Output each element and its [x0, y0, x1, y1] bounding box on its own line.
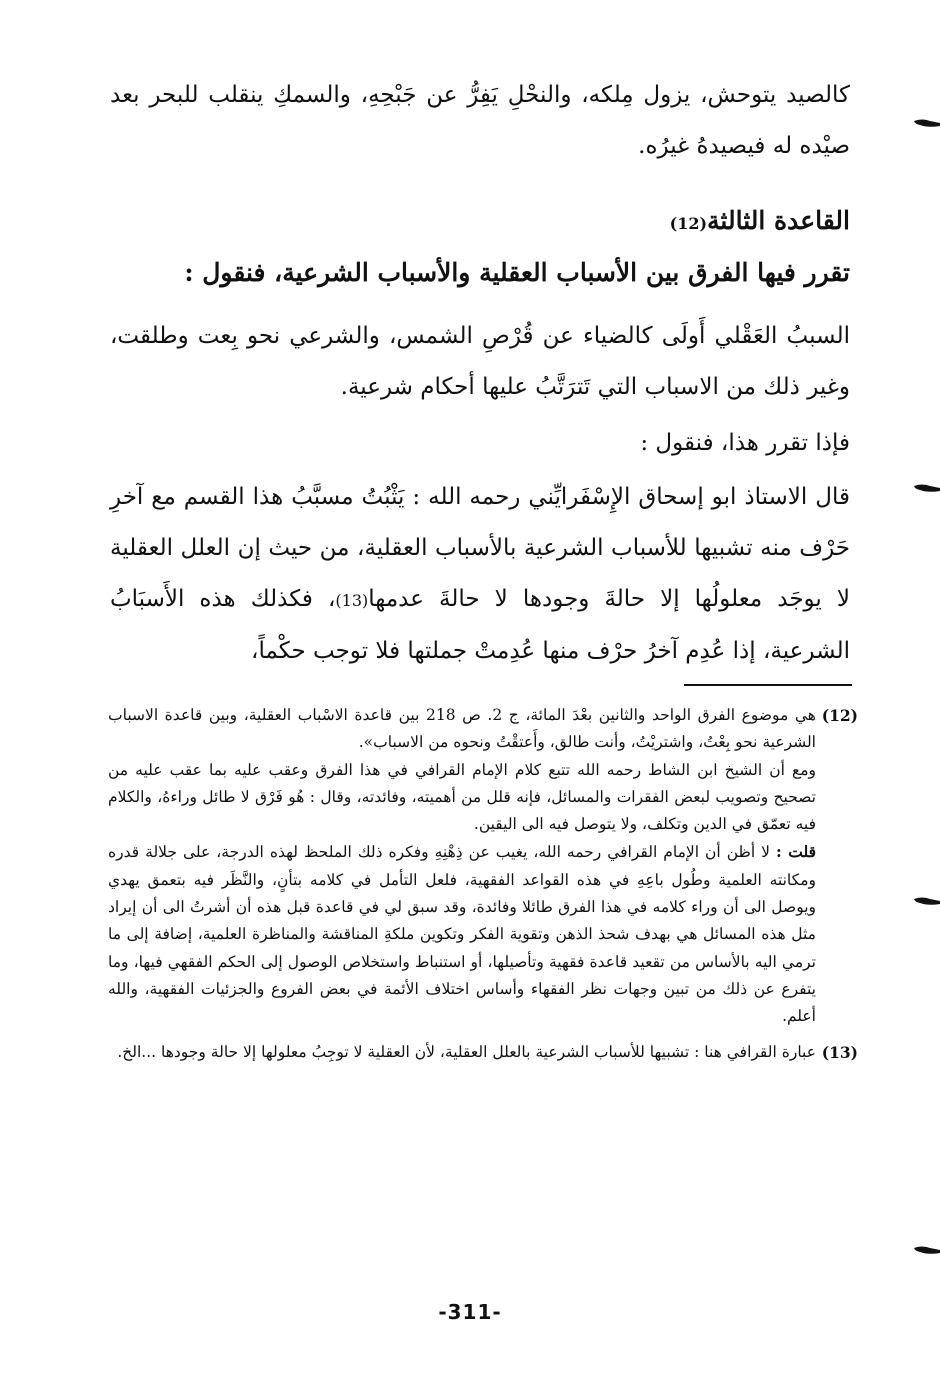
footnote-12-p1: هي موضوع الفرق الواحد والثانين بعْدَ المائة، ج 2. ص 218 بين قاعدة الاسْباب العقلية، وبين قاعدة الاسباب الشرعية نحو بِعْتُ، واشتريْتُ، وأنت طالق، وأَعتقْتُ ونحوه من الاسباب».	[108, 706, 816, 752]
paragraph-3-footnote-ref: (13)	[335, 591, 369, 610]
paragraph-1-text: السببُ العَقْلي أَولَى كالضياء عن قُرْصِ الشمس، والشرعي نحو بِعت وطلقت، وغير ذلك من الاسباب التي تَترَتَّبُ عليها أحكام شرعية.	[110, 323, 851, 400]
rule-heading	[110, 206, 850, 235]
page-number: -311-	[438, 1300, 502, 1324]
footnote-13-text: عبارة القرافي هنا : تشبيها للأسباب الشرعية بالعلل العقلية، لأن العقلية لا توجِبُ معلولها إلا حالة وجودها ...الخ.	[117, 1042, 816, 1061]
footnote-12-number: (12)	[821, 706, 858, 725]
paragraph-3	[110, 472, 850, 677]
footnote-separator	[684, 684, 852, 686]
footnote-12-p3: لا أظن أن الإمام القرافي رحمه الله، يغيب عن ذِهْنِهِ وفكره ذلك الملحظ لهذه الدرجة، على جلالة قدره ومكانته العلمية وطُول باعِهِ في هذه القواعد الفقهية، فلعل التأمل في كلامه بتأنٍ، والنَّظَر فيه بتعمق يهدي ويوصل الى أن وراء كلامه في هذا الفرق طائلا وفائدة، وقد سبق لي في قاعدة قبل هذه أن أشرتُ الى أن إيراد مثل هذه المسائل هي بهدف شحذ الذهن وتقوية الفكر وتكوين ملكةِ المناقشة والمناظرة العلمية، إضافة إلى ما ترمي اليه بالأساس من تقعيد قاعدة فقهية وتأصيلها، أو استنباط واستخلاص الوصول إلى الحكم الفقهي فيها، وما يتفرع عن ذلك من تبين وجهات نظر الفقهاء وأساس اختلاف الأئمة في بعض الفروع والجزئيات الفقهية، والله أعلم.	[108, 843, 816, 1026]
footnote-12-p2: ومع أن الشيخ ابن الشاط رحمه الله تتبع كلام الإمام القرافي في هذا الفرق وعقب عليه بما عقب عليه من تصحيح وتصويب لبعض الفقرات والمسائل، فإنه قلل من أهميته، وفائدته، وقال : هُو فَرْق لا طائل وراءهُ، والكلام فيه تعمّق في الدين وتكلف، ولا يتوصل فيه الى اليقين.	[108, 760, 816, 834]
subheading	[110, 258, 850, 287]
paragraph-1	[110, 311, 850, 413]
footnote-13	[108, 1039, 858, 1066]
paragraph-3-text-b: ، فكذلك هذه الأَسبَابُ الشرعية، إذا عُدِم آخرُ حرْف منها عُدِمتْ جملتها فلا توجب حكْماً،	[110, 586, 850, 664]
footnote-13-number: (13)	[821, 1042, 858, 1062]
binding-mark-icon	[914, 896, 940, 906]
subheading-text: تقرر فيها الفرق بين الأسباب العقلية والأسباب الشرعية، فنقول :	[184, 258, 850, 287]
rule-heading-footnote-ref: (12)	[669, 214, 708, 233]
paragraph-3-text-a: قال الاستاذ ابو إسحاق الإِسْفَرايِّني رحمه الله : يَثْبُتُ مسبَّبُ هذا القسم مع آخرِ حَرْف منه تشبيها للأسباب الشرعية بالأسباب العقلية، من حيث إن العلل العقلية لا يوجَد معلولُها إلا حالةَ وجودها لا حالةَ عدمها	[110, 484, 850, 612]
intro-paragraph	[110, 70, 850, 172]
binding-mark-icon	[914, 483, 940, 493]
binding-mark-icon	[914, 1245, 940, 1255]
rule-heading-text: القاعدة الثالثة	[707, 206, 850, 235]
paragraph-2	[110, 418, 850, 469]
binding-mark-icon	[914, 118, 940, 128]
intro-text: كالصيد يتوحش، يزول مِلكه، والنحْلِ يَفِرُّ عن جَبْحِهِ، والسمكِ ينقلب للبحر بعد صيْده له فيصيدهُ غيرُه.	[110, 82, 850, 159]
paragraph-2-text: فإذا تقرر هذا، فنقول :	[640, 430, 850, 456]
footnote-12-lead: قلت :	[776, 842, 816, 862]
footnote-12	[108, 702, 858, 1031]
footnotes	[108, 702, 858, 1066]
